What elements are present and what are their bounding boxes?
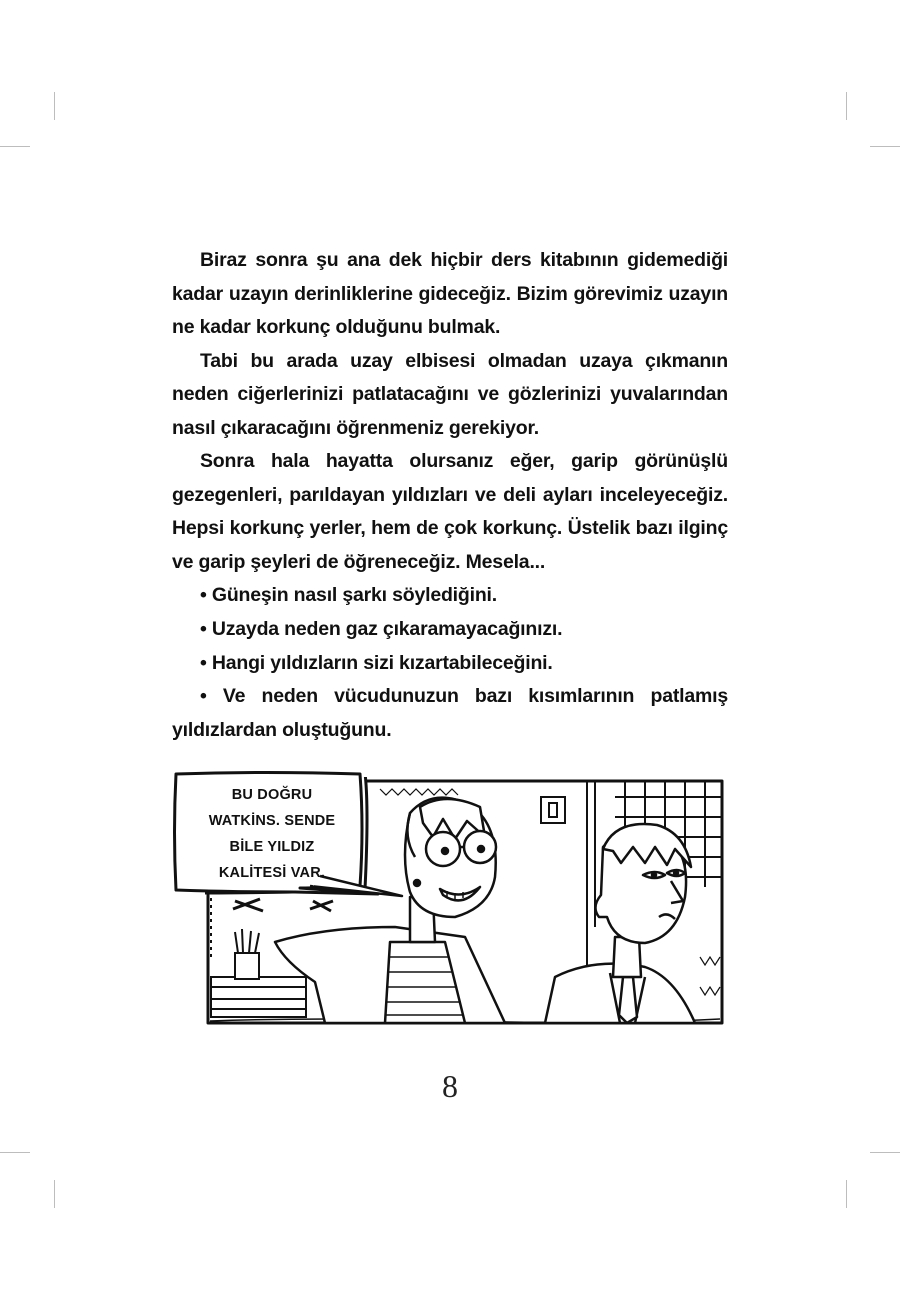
bullet-text: Hangi yıldızların sizi kızartabileceğini. [211,651,553,674]
crop-mark-bottom-right-vertical [846,1180,847,1208]
paragraph: Tabi bu arada uzay elbisesi olmadan uzaya çıkmanın neden ciğerlerinizi patlatacağını ve gözlerinizi yuvalarından nasıl çıkaracağını öğrenmeniz gerekiyor. [172,349,728,439]
bullet-text: Uzayda neden gaz çıkaramayacağınızı. [211,618,563,641]
bullet-item [172,647,728,681]
man-character [545,824,695,1023]
bullet-text: Güneşin nasıl şarkı söylediğini. [211,584,497,607]
bullet-item [172,579,728,613]
page-number: 8 [442,1068,458,1104]
speech-line: BİLE YILDIZ [229,839,315,855]
speech-line: BU DOĞRU [231,787,313,803]
bullet-item [172,613,728,647]
crop-mark-bottom-right-horizontal [870,1152,900,1153]
crop-mark-bottom-left-vertical [54,1180,55,1208]
crop-mark-top-left-vertical [54,92,55,120]
bullet-item [172,680,728,747]
bullet-text: Ve neden vücudunuzun bazı kısımlarının patlamış yıldızlardan oluştuğunu. [172,685,728,741]
crop-mark-top-right-horizontal [870,146,900,147]
speech-line: WATKİNS. SENDE [208,813,336,829]
paragraph: Sonra hala hayatta olursanız eğer, garip görünüşlü gezegenleri, parıldayan yıldızları ve deli ayları inceleyeceğiz. Hepsi korkunç yerler, hem de çok korkunç. Üstelik bazı ilginç ve garip şeyleri de öğreneceğiz. Mesela... [172,450,728,573]
crop-mark-top-right-vertical [846,92,847,120]
crop-mark-top-left-horizontal [0,146,30,147]
paragraph: Biraz sonra şu ana dek hiçbir ders kitabının gidemediği kadar uzayın derinliklerine gideceğiz. Bizim görevimiz uzayın ne kadar korkunç olduğunu bulmak. [172,249,728,338]
body-text [172,244,728,747]
crop-mark-bottom-left-horizontal [0,1152,30,1153]
speech-line: KALİTESİ VAR. [218,865,326,881]
speech-bubble-text [182,782,362,886]
